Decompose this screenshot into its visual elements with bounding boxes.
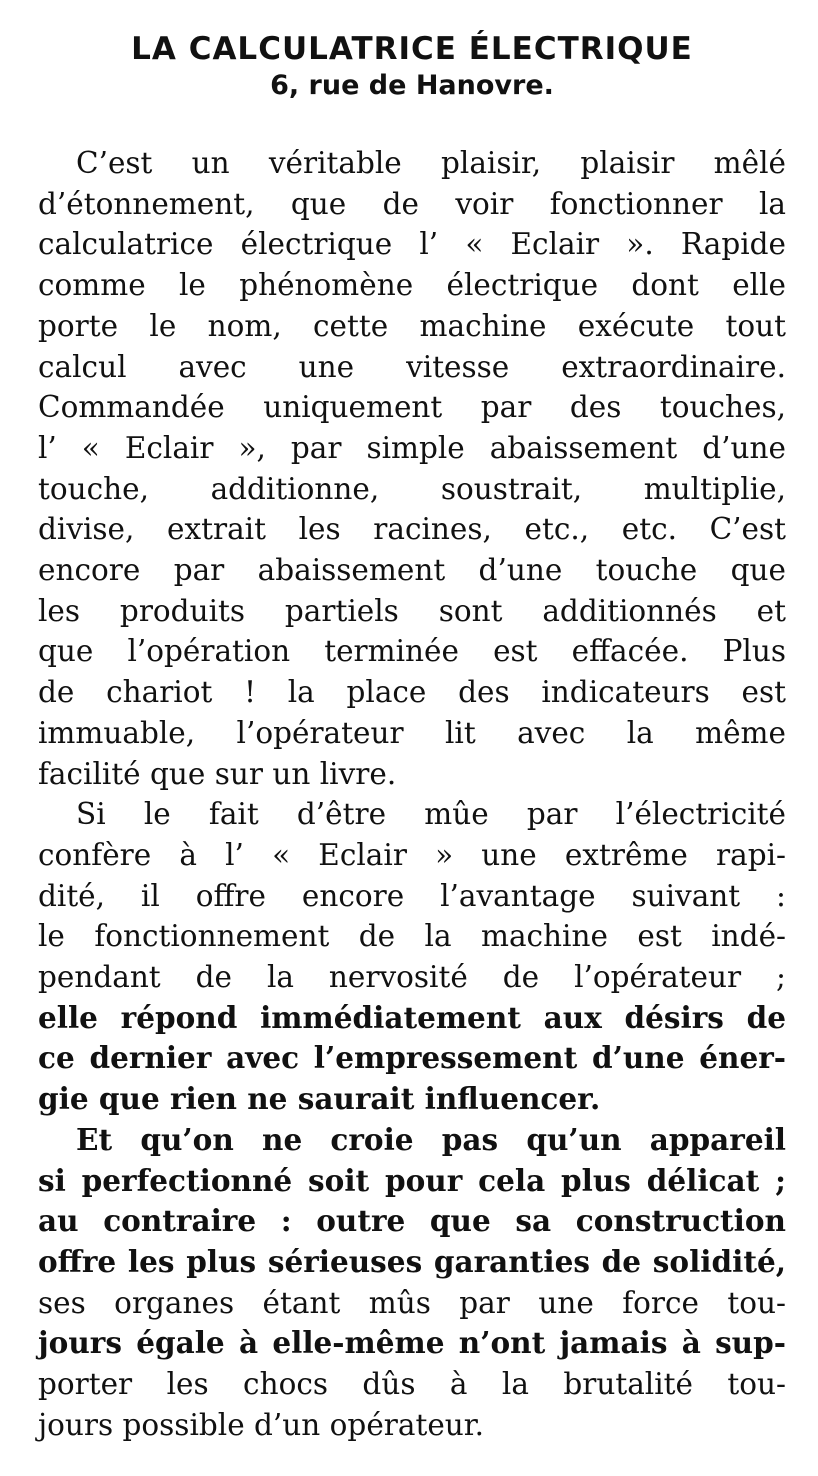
document-title: LA CALCULATRICE ÉLECTRIQUE <box>131 31 693 67</box>
text-line: dité, il offre encore l’avantage suivant : <box>38 878 786 913</box>
text-line: pendant de la nervosité de l’opérateur ; <box>38 960 786 995</box>
text-line: de chariot ! la place des indicateurs est <box>38 675 786 710</box>
text-line: calcul avec une vitesse extraordinaire. <box>38 349 786 384</box>
text-line: jours possible d’un opérateur. <box>38 1407 485 1442</box>
text-line: comme le phénomène électrique dont elle <box>38 268 786 303</box>
text-line: porte le nom, cette machine exécute tout <box>38 308 786 343</box>
text-line: que l’opération terminée est effacée. Plus <box>38 634 786 669</box>
text-line: d’étonnement, que de voir fonctionner la <box>38 186 786 221</box>
text-line: porter les chocs dûs à la brutalité tou- <box>38 1367 786 1402</box>
text-line: ce dernier avec l’empressement d’une éner- <box>38 1040 786 1076</box>
paragraph-3 <box>38 1120 786 1446</box>
document-subtitle: 6, rue de Hanovre. <box>270 70 554 101</box>
text-line: touche, additionne, soustrait, multiplie, <box>38 471 786 506</box>
text-line: encore par abaissement d’une touche que <box>38 553 786 588</box>
text-line: facilité que sur un livre. <box>38 756 397 791</box>
article-body <box>38 143 786 1446</box>
text-line: immuable, l’opérateur lit avec la même <box>38 715 786 750</box>
paragraph-1 <box>38 143 786 794</box>
text-line: offre les plus sérieuses garanties de solidité, <box>38 1243 786 1279</box>
text-line: si perfectionné soit pour cela plus délicat ; <box>38 1162 786 1198</box>
text-line: le fonctionnement de la machine est indé- <box>38 919 786 954</box>
text-line: divise, extrait les racines, etc., etc. C’est <box>38 512 786 547</box>
text-line: l’ « Eclair », par simple abaissement d’une <box>38 430 786 465</box>
text-line: Si le fait d’être mûe par l’électricité <box>76 797 786 832</box>
text-line: Et qu’on ne croie pas qu’un appareil <box>76 1121 786 1157</box>
paragraph-2 <box>38 794 786 1120</box>
text-line: elle répond immédiatement aux désirs de <box>38 999 786 1035</box>
text-line: C’est un véritable plaisir, plaisir mêlé <box>76 146 786 180</box>
text-line: au contraire : outre que sa construction <box>38 1203 786 1239</box>
document-page <box>38 30 786 1446</box>
text-line: confère à l’ « Eclair » une extrême rapi- <box>38 837 786 872</box>
text-line: jours égale à elle-même n’ont jamais à sup- <box>38 1325 786 1361</box>
text-line: calculatrice électrique l’ « Eclair ». Rapide <box>38 227 786 262</box>
text-line: les produits partiels sont additionnés et <box>38 593 786 628</box>
text-line: Commandée uniquement par des touches, <box>38 390 786 425</box>
text-line: gie que rien ne saurait influencer. <box>38 1081 601 1117</box>
text-line: ses organes étant mûs par une force tou- <box>38 1285 786 1320</box>
